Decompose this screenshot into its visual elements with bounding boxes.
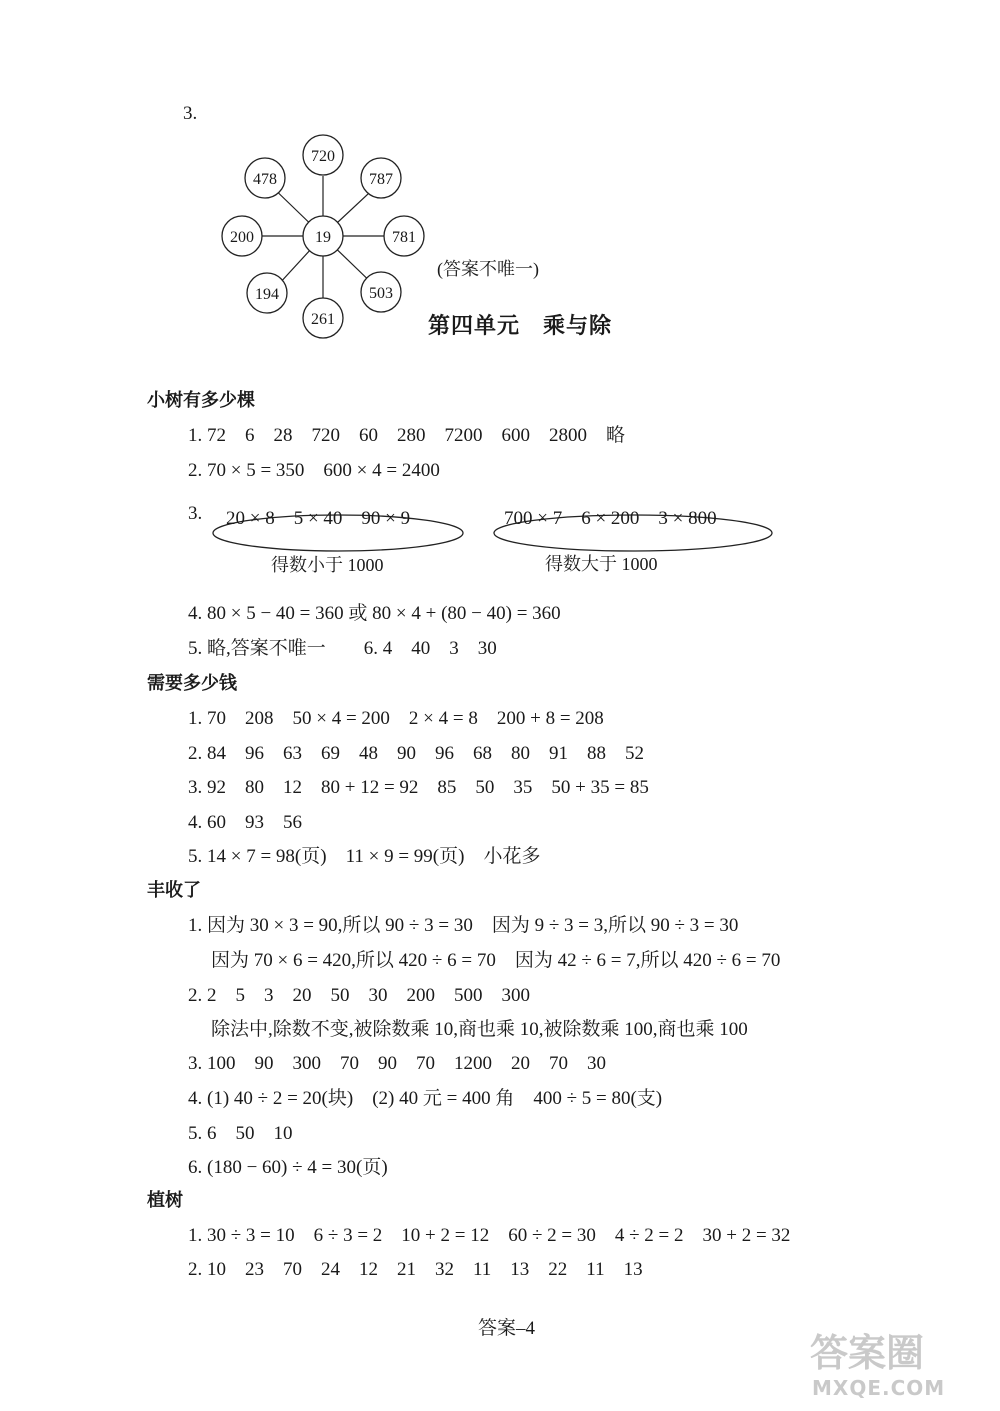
answer-line: 5. 6 50 10 bbox=[188, 1123, 293, 1144]
watermark-url: MXQE.COM bbox=[812, 1376, 946, 1400]
question-number: 3. bbox=[188, 503, 203, 524]
answer-note: (答案不唯一) bbox=[437, 259, 539, 279]
outer-node-3 bbox=[384, 216, 424, 256]
answer-line: 3. 92 80 12 80 + 12 = 92 85 50 35 50 + 35 = 85 bbox=[188, 777, 649, 798]
oval-left-items: 20 × 8 5 × 40 90 × 9 bbox=[226, 508, 411, 529]
oval-right-caption: 得数大于 1000 bbox=[545, 554, 658, 574]
answer-line: 5. 略,答案不唯一 6. 4 40 3 30 bbox=[188, 638, 497, 659]
outer-node-6 bbox=[247, 273, 287, 313]
answer-line: 4. 80 × 5 − 40 = 360 或 80 × 4 + (80 − 40) = 360 bbox=[188, 603, 561, 624]
answer-line: 3. 100 90 300 70 90 70 1200 20 70 30 bbox=[188, 1053, 607, 1074]
outer-node-8 bbox=[245, 158, 285, 198]
outer-node-2 bbox=[361, 158, 401, 198]
watermark-logo: 答案圈 bbox=[810, 1331, 925, 1375]
answer-line: 4. (1) 40 ÷ 2 = 20(块) (2) 40 元 = 400 角 400 ÷ 5 = 80(支) bbox=[188, 1088, 663, 1109]
answer-line: 1. 因为 30 × 3 = 90,所以 90 ÷ 3 = 30 因为 9 ÷ 3 = 3,所以 90 ÷ 3 = 30 bbox=[188, 915, 739, 936]
outer-node-value: 503 bbox=[369, 285, 393, 302]
unit-title: 第四单元 乘与除 bbox=[428, 314, 613, 339]
question-number: 3. bbox=[183, 103, 198, 124]
outer-node-4 bbox=[361, 272, 401, 312]
answer-line: 6. (180 − 60) ÷ 4 = 30(页) bbox=[188, 1157, 388, 1178]
section-title: 丰收了 bbox=[147, 880, 201, 901]
center-node bbox=[303, 216, 343, 256]
answer-line: 1. 70 208 50 × 4 = 200 2 × 4 = 8 200 + 8 = 208 bbox=[188, 708, 604, 729]
answer-line: 2. 10 23 70 24 12 21 32 11 13 22 11 13 bbox=[188, 1259, 643, 1280]
section-title: 需要多少钱 bbox=[147, 673, 237, 694]
section-title: 植树 bbox=[147, 1190, 183, 1211]
answer-line: 2. 70 × 5 = 350 600 × 4 = 2400 bbox=[188, 460, 440, 481]
outer-node-value: 194 bbox=[255, 286, 279, 303]
outer-node-value: 781 bbox=[392, 229, 416, 246]
center-node-value: 19 bbox=[315, 229, 331, 246]
oval-left-caption: 得数小于 1000 bbox=[271, 555, 384, 575]
answer-line: 2. 2 5 3 20 50 30 200 500 300 bbox=[188, 985, 531, 1006]
answer-line: 因为 70 × 6 = 420,所以 420 ÷ 6 = 70 因为 42 ÷ 6 = 7,所以 420 ÷ 6 = 70 bbox=[211, 950, 781, 971]
answer-line: 除法中,除数不变,被除数乘 10,商也乘 10,被除数乘 100,商也乘 100 bbox=[211, 1019, 748, 1040]
outer-node-value: 200 bbox=[230, 229, 254, 246]
section-title: 小树有多少棵 bbox=[147, 390, 255, 411]
page-footer: 答案–4 bbox=[478, 1318, 536, 1339]
answer-line: 1. 72 6 28 720 60 280 7200 600 2800 略 bbox=[188, 425, 626, 446]
outer-node-1 bbox=[303, 135, 343, 175]
answer-line: 5. 14 × 7 = 98(页) 11 × 9 = 99(页) 小花多 bbox=[188, 846, 541, 867]
outer-node-7 bbox=[222, 216, 262, 256]
oval-right-items: 700 × 7 6 × 200 3 × 800 bbox=[504, 508, 717, 529]
outer-node-5 bbox=[303, 298, 343, 338]
outer-node-value: 787 bbox=[369, 171, 393, 188]
number-star-diagram bbox=[215, 95, 435, 379]
outer-node-value: 478 bbox=[253, 171, 277, 188]
answer-line: 1. 30 ÷ 3 = 10 6 ÷ 3 = 2 10 + 2 = 12 60 ÷ 2 = 30 4 ÷ 2 = 2 30 + 2 = 32 bbox=[188, 1225, 791, 1246]
outer-node-value: 261 bbox=[311, 311, 335, 328]
outer-node-value: 720 bbox=[311, 148, 335, 165]
answer-line: 2. 84 96 63 69 48 90 96 68 80 91 88 52 bbox=[188, 743, 645, 764]
answer-line: 4. 60 93 56 bbox=[188, 812, 303, 833]
